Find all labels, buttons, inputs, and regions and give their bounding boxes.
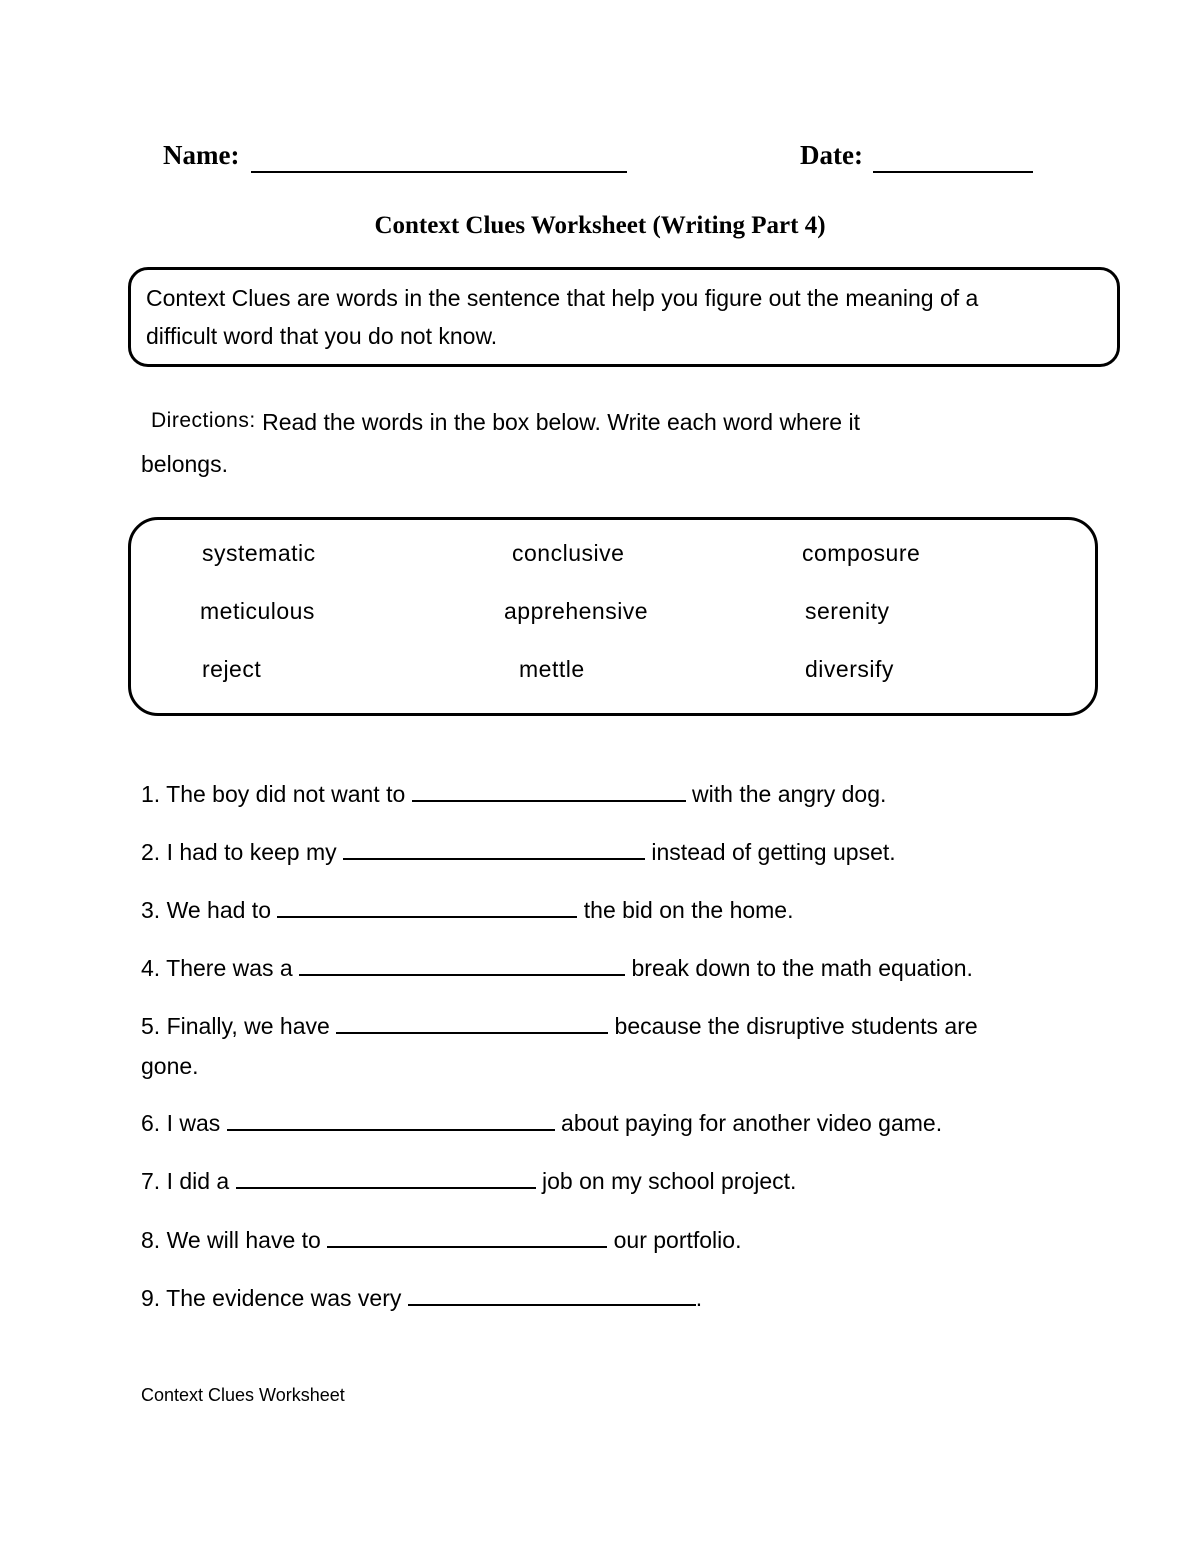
answer-blank-1[interactable] [412, 782, 686, 802]
question-5: 5. Finally, we have because the disruptive students are gone. [141, 1013, 978, 1079]
name-field[interactable] [251, 171, 627, 173]
answer-blank-4[interactable] [299, 956, 625, 976]
definition-line-1: Context Clues are words in the sentence that help you figure out the meaning of a [146, 285, 979, 311]
word-bank-item: serenity [805, 598, 890, 624]
answer-blank-9[interactable] [408, 1286, 696, 1306]
name-label: Name: [163, 140, 240, 170]
header-row [163, 140, 1043, 180]
question-1: 1. The boy did not want to with the angry dog. [141, 781, 887, 807]
answer-blank-6[interactable] [227, 1111, 555, 1131]
question-9: 9. The evidence was very . [141, 1285, 703, 1311]
definition-line-2: difficult word that you do not know. [146, 323, 498, 349]
footer: Context Clues Worksheet [141, 1385, 345, 1405]
question-3: 3. We had to the bid on the home. [141, 897, 794, 923]
question-8: 8. We will have to our portfolio. [141, 1227, 742, 1253]
word-bank-item: systematic [202, 540, 316, 566]
page-title: Context Clues Worksheet (Writing Part 4) [374, 212, 826, 239]
directions-label: Directions: [151, 409, 256, 432]
answer-blank-5[interactable] [336, 1014, 608, 1034]
date-label: Date: [800, 140, 863, 170]
word-bank-item: apprehensive [504, 598, 649, 624]
question-7: 7. I did a job on my school project. [141, 1168, 797, 1194]
definition-text [146, 279, 1096, 355]
answer-blank-8[interactable] [327, 1228, 607, 1248]
directions [141, 402, 1041, 484]
answer-blank-2[interactable] [343, 840, 645, 860]
answer-blank-3[interactable] [277, 898, 577, 918]
question-2: 2. I had to keep my instead of getting upset. [141, 839, 896, 865]
word-bank-item: diversify [805, 656, 894, 682]
question-6: 6. I was about paying for another video game. [141, 1110, 943, 1136]
directions-text-2: belongs. [141, 451, 228, 477]
answer-blank-7[interactable] [236, 1169, 536, 1189]
word-bank-item: mettle [519, 656, 585, 682]
word-bank-item: reject [202, 656, 262, 682]
question-4: 4. There was a break down to the math equation. [141, 955, 973, 981]
word-bank-item: conclusive [512, 540, 625, 566]
word-bank-item: meticulous [200, 598, 315, 624]
word-bank-item: composure [802, 540, 921, 566]
date-field[interactable] [873, 171, 1033, 173]
directions-text-1: Read the words in the box below. Write each word where it [255, 409, 860, 435]
